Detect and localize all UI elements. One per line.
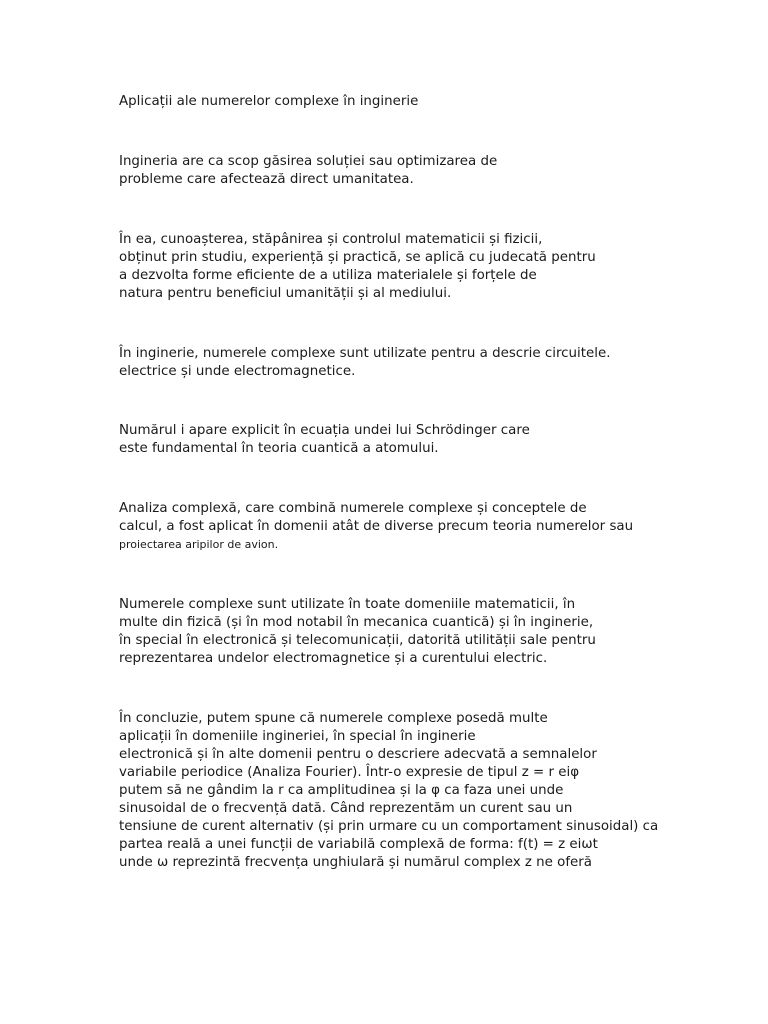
paragraph-6-line-1: Numerele complexe sunt utilizate în toate domeniile matematicii, în [119,597,576,612]
paragraph-7-line-9: unde ω reprezintă frecvența unghiulară și numărul complex z ne oferă [119,855,593,870]
paragraph-2-line-4: natura pentru beneficiul umanității și al mediului. [119,286,452,301]
paragraph-4-line-1: Numărul i apare explicit în ecuația undei lui Schrödinger care [119,423,530,438]
paragraph-5-line-2: calcul, a fost aplicat în domenii atât de diverse precum teoria numerelor sau [119,519,634,534]
paragraph-2-line-3: a dezvolta forme eficiente de a utiliza materialele și forțele de [119,268,537,283]
paragraph-7-line-6: sinusoidal de o frecvență dată. Când reprezentăm un curent sau un [119,801,573,816]
paragraph-7-line-5: putem să ne gândim la r ca amplitudinea și la φ ca faza unei unde [119,783,564,798]
paragraph-3-line-1: În inginerie, numerele complexe sunt utilizate pentru a descrie circuitele. [119,346,611,361]
paragraph-7-line-7: tensiune de curent alternativ (și prin urmare cu un comportament sinusoidal) ca [119,819,659,834]
paragraph-7-line-2: aplicații în domeniile ingineriei, în special în inginerie [119,729,476,744]
paragraph-7-line-3: electronică și în alte domenii pentru o descriere adecvată a semnalelor [119,747,597,762]
paragraph-1-line-2: probleme care afectează direct umanitatea. [119,172,414,187]
paragraph-2-line-2: obținut prin studiu, experiență și practică, se aplică cu judecată pentru [119,250,596,265]
paragraph-6-line-4: reprezentarea undelor electromagnetice și a curentului electric. [119,651,548,666]
paragraph-7-line-8: partea reală a unei funcții de variabilă complexă de forma: f(t) = z eiωt [119,837,598,852]
document-title: Aplicații ale numerelor complexe în inginerie [119,94,419,109]
paragraph-6-line-2: multe din fizică (și în mod notabil în mecanica cuantică) și în inginerie, [119,615,594,630]
paragraph-3-line-2: electrice și unde electromagnetice. [119,364,356,379]
paragraph-7-line-4: variabile periodice (Analiza Fourier). Într-o expresie de tipul z = r eiφ [119,765,580,780]
paragraph-6-line-3: în special în electronică și telecomunicații, datorită utilității sale pentru [119,633,596,648]
paragraph-7-line-1: În concluzie, putem spune că numerele complexe posedă multe [119,711,548,726]
paragraph-4-line-2: este fundamental în teoria cuantică a atomului. [119,441,439,456]
paragraph-2-line-1: În ea, cunoașterea, stăpânirea și controlul matematicii și fizicii, [119,232,543,247]
paragraph-1-line-1: Ingineria are ca scop găsirea soluției sau optimizarea de [119,154,498,169]
paragraph-5-line-3: proiectarea aripilor de avion. [119,538,279,551]
paragraph-5-line-1: Analiza complexă, care combină numerele complexe și conceptele de [119,501,587,516]
